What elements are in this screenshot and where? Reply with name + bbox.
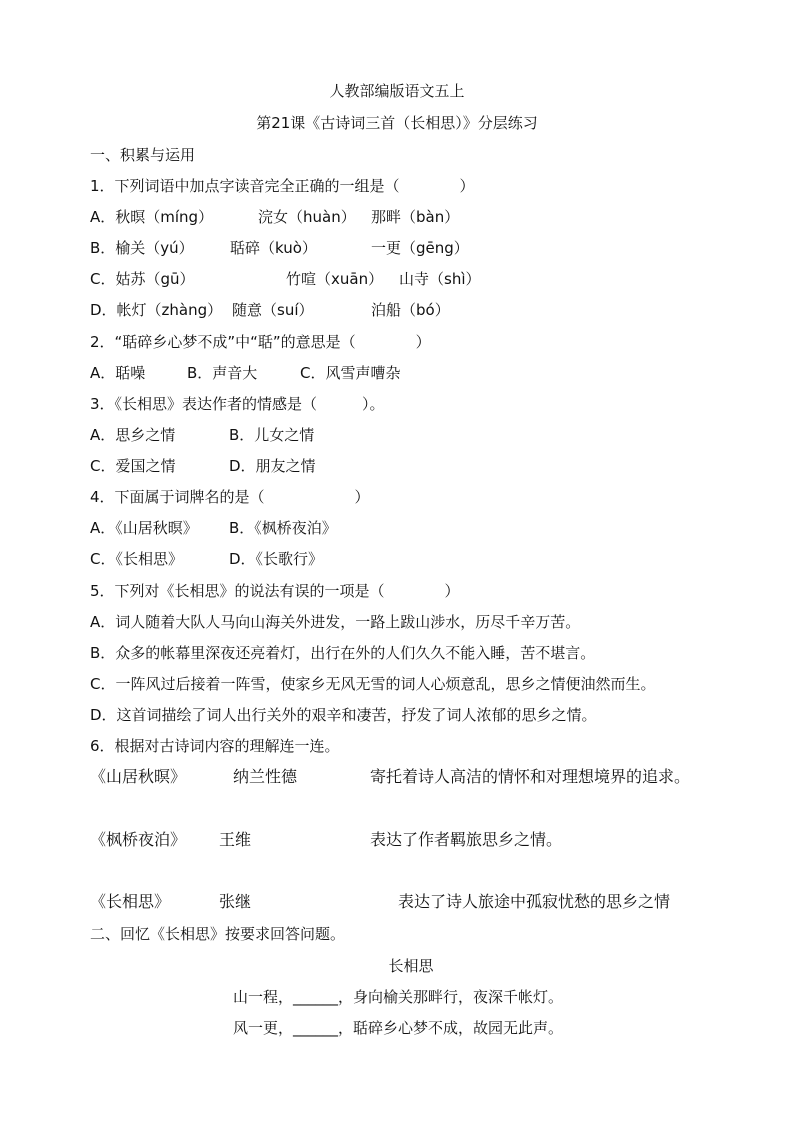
q4-option-a: A．《山居秋暝》 [90,519,198,537]
q5-option-b: B．众多的帐幕里深夜还亮着灯，出行在外的人们久久不能入睡，苦不堪言。 [90,644,596,662]
q5-option-c: C．一阵风过后接着一阵雪，使家乡无风无雪的词人心烦意乱，思乡之情便油然而生。 [90,675,656,693]
q1-option-a-word3: 那畔（bàn） [371,208,460,226]
q1-option-b-word2: 聒碎（kuò） [230,239,317,257]
poem-line-1: 山一程，______，身向榆关那畔行，夜深千帐灯。 [233,988,564,1006]
q4-stem: 4．下面属于词牌名的是（ ） [90,488,370,506]
match-author-3[interactable]: 张继 [219,892,252,911]
q5-option-a: A．词人随着大队人马向山海关外进发，一路上跋山涉水，历尽千辛万苦。 [90,613,581,631]
q2-option-a: A．聒噪 [90,364,146,382]
page-subtitle: 第21课《古诗词三首（长相思）》分层练习 [256,114,538,132]
q1-option-d-word2: 随意（suí） [232,301,314,319]
poem-title: 长相思 [388,957,434,975]
q5-stem: 5．下列对《长相思》的说法有误的一项是（ ） [90,582,460,600]
poem-line-2: 风一更，______，聒碎乡心梦不成，故园无此声。 [233,1019,564,1037]
q1-option-b-word3: 一更（gēng） [371,239,469,257]
q2-option-b: B．声音大 [187,364,258,382]
match-title-3[interactable]: 《长相思》 [90,892,171,911]
match-title-2[interactable]: 《枫桥夜泊》 [90,830,187,849]
q4-option-b: B．《枫桥夜泊》 [229,519,337,537]
q5-option-d: D．这首词描绘了词人出行关外的艰辛和凄苦，抒发了词人浓郁的思乡之情。 [90,706,597,724]
q2-option-c: C．风雪声嘈杂 [300,364,401,382]
q4-option-d: D．《长歌行》 [229,550,324,568]
q1-option-d-word3: 泊船（bó） [371,301,450,319]
q3-option-d: D．朋友之情 [229,457,316,475]
q3-option-c: C．爱国之情 [90,457,176,475]
match-theme-2[interactable]: 表达了作者羁旅思乡之情。 [370,830,563,849]
q4-option-c: C．《长相思》 [90,550,183,568]
section2-heading: 二、回忆《长相思》按要求回答问题。 [90,925,346,943]
q1-option-d: D．帐灯（zhàng） [90,301,223,319]
q1-option-c-word2: 竹喧（xuān） [286,270,384,288]
section1-heading: 一、积累与运用 [90,146,196,164]
q1-option-c: C．姑苏（gū） [90,270,195,288]
q1-option-b: B．榆关（yú） [90,239,194,257]
q1-option-c-word3: 山寺（shì） [399,270,481,288]
q3-option-b: B．儿女之情 [229,426,315,444]
q6-stem: 6．根据对古诗词内容的理解连一连。 [90,737,340,755]
q3-option-a: A．思乡之情 [90,426,176,444]
q1-option-a: A．秋暝（míng） [90,208,214,226]
page-title: 人教部编版语文五上 [329,82,465,100]
match-theme-3[interactable]: 表达了诗人旅途中孤寂忧愁的思乡之情 [398,892,671,911]
match-theme-1[interactable]: 寄托着诗人高洁的情怀和对理想境界的追求。 [370,767,691,786]
q1-stem: 1．下列词语中加点字读音完全正确的一组是（ ） [90,177,475,195]
match-author-1[interactable]: 纳兰性德 [233,767,298,786]
match-author-2[interactable]: 王维 [219,830,252,849]
q2-stem: 2．“聒碎乡心梦不成”中“聒”的意思是（ ） [90,333,431,351]
q1-option-a-word2: 浣女（huàn） [258,208,356,226]
match-title-1[interactable]: 《山居秋暝》 [90,767,187,786]
q3-stem: 3．《长相思》表达作者的情感是（ ）。 [90,395,385,413]
